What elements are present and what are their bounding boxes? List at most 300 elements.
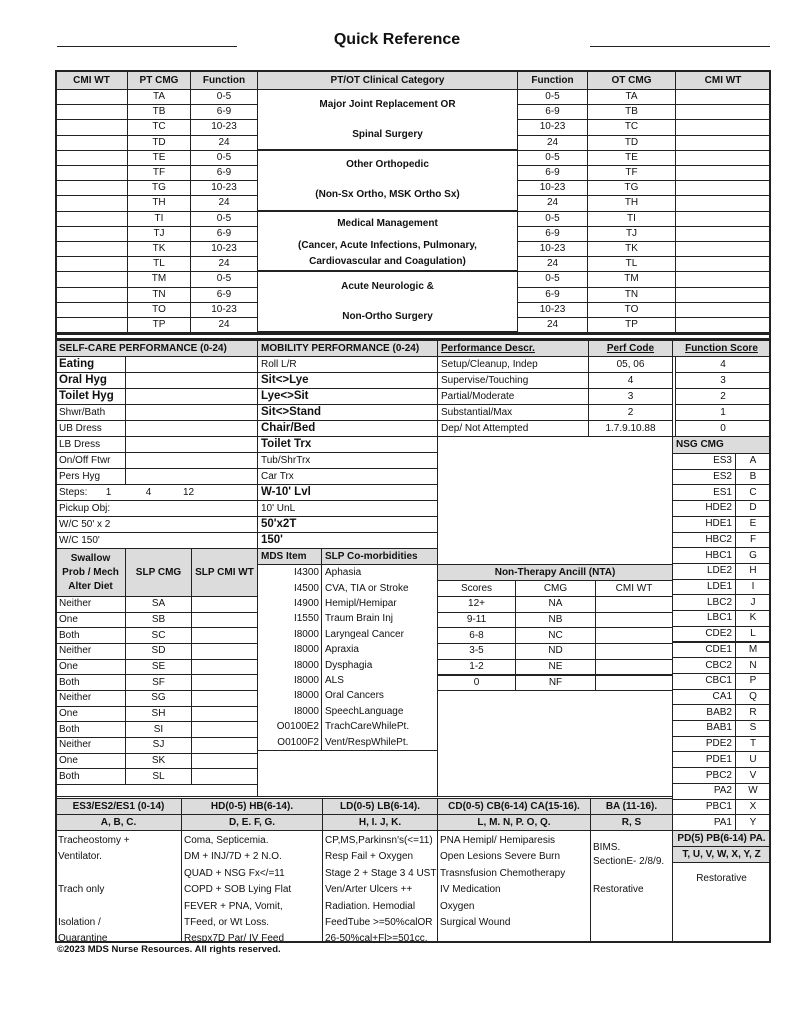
- slp-comorbidity: Hemipl/Hemipar: [321, 596, 438, 612]
- blank-area: [437, 690, 673, 797]
- ot-cmg-cell: TL: [587, 256, 676, 272]
- slp-cmg: SL: [125, 768, 192, 785]
- slp-cmg: SK: [125, 753, 192, 770]
- mds-item-header: MDS Item: [257, 548, 322, 565]
- slp-cmg: SF: [125, 674, 192, 691]
- mobility-item: 150': [257, 532, 438, 549]
- group-header: HD(0-5) HB(6-14).: [181, 798, 323, 815]
- slp-cmg: SB: [125, 612, 192, 629]
- nsg-cmg-code: ES2: [672, 469, 736, 486]
- function-cell: 6-9: [190, 226, 258, 242]
- ot-function-cell: 6-9: [517, 226, 588, 242]
- nsg-cmg-letter: T: [735, 736, 771, 753]
- selfcare-header: SELF-CARE PERFORMANCE (0-24): [55, 340, 258, 357]
- group-letters: L, M. N, P. O, Q.: [437, 814, 591, 831]
- column-header: CMI WT: [675, 71, 771, 90]
- ot-function-cell: 24: [517, 195, 588, 211]
- slp-comorbidity: SpeechLanguage: [321, 704, 438, 720]
- cmi-wt-cell: [55, 104, 128, 120]
- nsg-cmg-code: CDE2: [672, 626, 736, 643]
- slp-cmi-cell: [191, 596, 258, 613]
- group-header: LD(0-5) LB(6-14).: [322, 798, 438, 815]
- pd-header: PD(5) PB(6-14) PA.: [672, 830, 771, 847]
- nsg-cmg-code: PBC1: [672, 799, 736, 816]
- function-score: 0: [675, 420, 771, 437]
- mobility-item: Toilet Trx: [257, 436, 438, 453]
- slp-comorbidity: Vent/RespWhilePt.: [321, 734, 438, 750]
- perf-descr: Dep/ Not Attempted: [437, 420, 589, 437]
- function-cell: 0-5: [190, 211, 258, 227]
- nsg-cmg-code: CA1: [672, 689, 736, 706]
- category-label: Cardiovascular and Coagulation): [309, 256, 466, 268]
- steps-value: 1: [105, 486, 112, 498]
- column-header: CMI WT: [55, 71, 128, 90]
- slp-cmi-cell: [191, 721, 258, 738]
- ot-function-cell: 10-23: [517, 302, 588, 318]
- perf-code-header: Perf Code: [588, 340, 673, 357]
- nta-column-header: CMI WT: [595, 580, 673, 597]
- column-header: PT CMG: [127, 71, 191, 90]
- condition-text: DM + INJ/7D + 2 N.O.: [184, 851, 282, 863]
- ot-function-cell: 6-9: [517, 287, 588, 303]
- category-label: Other Orthopedic: [346, 159, 429, 171]
- perf-code: 05, 06: [588, 356, 673, 373]
- pt-cmg-cell: TP: [127, 317, 191, 333]
- blank-line-right: [590, 46, 770, 47]
- function-score-header: Function Score: [672, 340, 771, 357]
- score-cell: [125, 436, 258, 453]
- perf-code: 4: [588, 372, 673, 389]
- function-cell: 0-5: [190, 150, 258, 166]
- function-cell: 24: [190, 256, 258, 272]
- group-letters: H, I. J, K.: [322, 814, 438, 831]
- selfcare-item: Eating: [55, 356, 126, 373]
- swallow-level: Both: [55, 721, 126, 738]
- blank-area: [437, 436, 673, 565]
- slp-cmg: SG: [125, 690, 192, 707]
- condition-text: PNA Hemipl/ Hemiparesis: [440, 835, 556, 846]
- condition-text: TFeed, or Wt Loss.: [184, 917, 270, 928]
- nsg-cmg-letter: A: [735, 453, 771, 470]
- nsg-cmg-code: LBC2: [672, 594, 736, 611]
- mobility-item: 50'x2T: [257, 516, 438, 533]
- swallow-level: Both: [55, 674, 126, 691]
- blank-row: [55, 784, 258, 797]
- cmi-wt-cell: [55, 317, 128, 333]
- cmi-wt-cell: [675, 271, 771, 287]
- function-cell: 10-23: [190, 119, 258, 135]
- ot-cmg-cell: TM: [587, 271, 676, 287]
- pt-cmg-cell: TB: [127, 104, 191, 120]
- pt-cmg-cell: TE: [127, 150, 191, 166]
- ot-cmg-cell: TD: [587, 135, 676, 151]
- ot-cmg-cell: TN: [587, 287, 676, 303]
- ot-cmg-cell: TB: [587, 104, 676, 120]
- section-divider: [55, 333, 771, 335]
- slp-cmi-cell: [191, 706, 258, 723]
- slp-cmg-header: SLP CMG: [125, 548, 192, 597]
- pt-cmg-cell: TJ: [127, 226, 191, 242]
- condition-text: Tracheostomy +: [58, 835, 130, 846]
- function-cell: 24: [190, 317, 258, 333]
- swallow-header-line: Alter Diet: [68, 580, 113, 592]
- category-label: Medical Management: [337, 218, 438, 230]
- category-label: (Non-Sx Ortho, MSK Ortho Sx): [315, 189, 460, 201]
- steps-value: 12: [182, 486, 195, 498]
- mds-code: I8000: [293, 705, 319, 717]
- condition-text: FEVER + PNA, Vomit,: [184, 900, 283, 912]
- ot-function-cell: 0-5: [517, 211, 588, 227]
- nta-cmi-cell: [595, 596, 673, 613]
- cmi-wt-cell: [55, 165, 128, 181]
- slp-cmi-cell: [191, 627, 258, 644]
- slp-cmg: SD: [125, 643, 192, 660]
- group-letters: R, S: [590, 814, 673, 831]
- slp-comorbidity: Traum Brain Inj: [321, 611, 438, 627]
- nsg-cmg-letter: I: [735, 579, 771, 596]
- ot-function-cell: 10-23: [517, 241, 588, 257]
- nsg-cmg-letter: V: [735, 767, 771, 784]
- nsg-cmg-code: PDE1: [672, 751, 736, 768]
- swallow-level: Neither: [55, 596, 126, 613]
- nsg-cmg-code: CDE1: [672, 642, 736, 659]
- score-cell: [125, 356, 258, 373]
- pd-letters: T, U, V, W, X, Y, Z: [672, 846, 771, 863]
- slp-comorbidity: Apraxia: [321, 642, 438, 658]
- cmi-wt-cell: [55, 89, 128, 105]
- swallow-level: Both: [55, 768, 126, 785]
- cmi-wt-cell: [55, 150, 128, 166]
- nta-score: 12+: [437, 596, 516, 613]
- nta-cmg: NB: [515, 612, 596, 629]
- nta-cmi-cell: [595, 643, 673, 660]
- cmi-wt-cell: [675, 104, 771, 120]
- swallow-level: One: [55, 753, 126, 770]
- function-cell: 24: [190, 135, 258, 151]
- perf-descr: Setup/Cleanup, Indep: [437, 356, 589, 373]
- cmi-wt-cell: [675, 119, 771, 135]
- mds-code: I4500: [293, 582, 319, 594]
- nsg-cmg-code: ES3: [672, 453, 736, 470]
- mds-code: I8000: [293, 674, 319, 686]
- cmi-wt-cell: [55, 180, 128, 196]
- nsg-cmg-code: ES1: [672, 484, 736, 501]
- group-header: BA (11-16).: [590, 798, 673, 815]
- cmi-wt-cell: [55, 271, 128, 287]
- nsg-cmg-code: LDE2: [672, 563, 736, 580]
- selfcare-item: Toilet Hyg: [55, 388, 126, 405]
- nsg-cmg-letter: R: [735, 704, 771, 721]
- perf-code: 3: [588, 388, 673, 405]
- pt-cmg-cell: TH: [127, 195, 191, 211]
- condition-text: Stage 2 + Stage 3 4 UST: [325, 867, 437, 879]
- ot-cmg-cell: TP: [587, 317, 676, 333]
- function-score: 4: [675, 356, 771, 373]
- function-cell: 0-5: [190, 89, 258, 105]
- nsg-cmg-letter: M: [735, 642, 771, 659]
- swallow-header-line: Prob / Mech: [62, 566, 119, 578]
- ot-function-cell: 10-23: [517, 119, 588, 135]
- function-cell: 6-9: [190, 165, 258, 181]
- nsg-cmg-code: BAB1: [672, 720, 736, 737]
- mds-code: I4300: [293, 567, 319, 579]
- pt-cmg-cell: TO: [127, 302, 191, 318]
- steps-row: Steps:: [55, 484, 258, 501]
- ot-cmg-cell: TC: [587, 119, 676, 135]
- condition-text: Ventilator.: [58, 851, 102, 863]
- condition-text: Oxygen: [440, 900, 475, 912]
- mds-code: I8000: [293, 628, 319, 640]
- mobility-item: Car Trx: [257, 468, 438, 485]
- condition-text: Restorative: [593, 884, 644, 895]
- nta-column-header: CMG: [515, 580, 596, 597]
- mobility-item: Sit<>Lye: [257, 372, 438, 389]
- mobility-item: Lye<>Sit: [257, 388, 438, 405]
- nsg-cmg-letter: X: [735, 799, 771, 816]
- swallow-level: Both: [55, 627, 126, 644]
- category-label: (Cancer, Acute Infections, Pulmonary,: [298, 240, 477, 252]
- slp-comorbidity: Aphasia: [321, 565, 438, 581]
- mobility-item: 10' UnL: [257, 500, 438, 517]
- condition-text: Quarantine: [58, 933, 108, 945]
- nta-score: 9-11: [437, 612, 516, 629]
- score-cell: [125, 372, 258, 389]
- column-header: PT/OT Clinical Category: [257, 71, 518, 90]
- nsg-cmg-code: CBC1: [672, 673, 736, 690]
- nsg-cmg-code: HDE2: [672, 500, 736, 517]
- category-label: Spinal Surgery: [352, 128, 423, 140]
- nta-cmg: NA: [515, 596, 596, 613]
- function-score: 3: [675, 372, 771, 389]
- nsg-cmg-letter: Q: [735, 689, 771, 706]
- group-letters: D, E. F, G.: [181, 814, 323, 831]
- nta-score: 1-2: [437, 659, 516, 676]
- ot-cmg-cell: TI: [587, 211, 676, 227]
- cmi-wt-cell: [55, 226, 128, 242]
- slp-cmg: SC: [125, 627, 192, 644]
- function-cell: 10-23: [190, 180, 258, 196]
- mds-code: I8000: [293, 644, 319, 656]
- cmi-wt-cell: [55, 119, 128, 135]
- slp-comorbidities-header: SLP Co-morbidities: [321, 548, 438, 565]
- selfcare-item: W/C 150': [55, 532, 258, 549]
- cmi-wt-cell: [55, 256, 128, 272]
- nsg-cmg-letter: G: [735, 547, 771, 564]
- swallow-level: Neither: [55, 643, 126, 660]
- ot-function-cell: 24: [517, 256, 588, 272]
- selfcare-item: Oral Hyg: [55, 372, 126, 389]
- ot-cmg-cell: TH: [587, 195, 676, 211]
- cmi-wt-cell: [55, 135, 128, 151]
- nsg-cmg-code: LBC1: [672, 610, 736, 627]
- column-header: Function: [517, 71, 588, 90]
- function-cell: 10-23: [190, 241, 258, 257]
- ot-function-cell: 10-23: [517, 180, 588, 196]
- column-header: Function: [190, 71, 258, 90]
- cmi-wt-cell: [675, 302, 771, 318]
- nsg-cmg-code: PA1: [672, 814, 736, 831]
- swallow-level: One: [55, 706, 126, 723]
- ot-function-cell: 24: [517, 135, 588, 151]
- group-letters: A, B, C.: [55, 814, 182, 831]
- swallow-level: Neither: [55, 737, 126, 754]
- slp-cmi-cell: [191, 659, 258, 676]
- selfcare-item: Shwr/Bath: [55, 404, 126, 421]
- nta-cmg: NE: [515, 659, 596, 676]
- swallow-level: Neither: [55, 690, 126, 707]
- ot-cmg-cell: TO: [587, 302, 676, 318]
- cmi-wt-cell: [675, 226, 771, 242]
- selfcare-item: LB Dress: [55, 436, 126, 453]
- cmi-wt-cell: [675, 150, 771, 166]
- nta-score: 6-8: [437, 627, 516, 644]
- nsg-cmg-code: CBC2: [672, 657, 736, 674]
- condition-text: Surgical Wound: [440, 917, 511, 928]
- pt-cmg-cell: TI: [127, 211, 191, 227]
- nta-column-header: Scores: [437, 580, 516, 597]
- slp-cmg: SE: [125, 659, 192, 676]
- mds-code: I8000: [293, 659, 319, 671]
- perf-descr: Partial/Moderate: [437, 388, 589, 405]
- function-cell: 6-9: [190, 287, 258, 303]
- perf-descr: Substantial/Max: [437, 404, 589, 421]
- cmi-wt-cell: [675, 241, 771, 257]
- ot-function-cell: 6-9: [517, 104, 588, 120]
- nsg-cmg-code: PDE2: [672, 736, 736, 753]
- nta-header: Non-Therapy Ancill (NTA): [437, 564, 673, 581]
- ot-function-cell: 0-5: [517, 89, 588, 105]
- nta-cmg: NF: [515, 675, 596, 692]
- score-cell: [125, 404, 258, 421]
- mobility-item: Sit<>Stand: [257, 404, 438, 421]
- category-label: Non-Ortho Surgery: [342, 310, 433, 322]
- function-score: 1: [675, 404, 771, 421]
- section-divider: [55, 338, 771, 340]
- cmi-wt-cell: [55, 241, 128, 257]
- function-cell: 24: [190, 195, 258, 211]
- cmi-wt-cell: [55, 302, 128, 318]
- condition-text: Trach only: [58, 884, 105, 896]
- ot-cmg-cell: TK: [587, 241, 676, 257]
- pt-cmg-cell: TD: [127, 135, 191, 151]
- slp-cmi-cell: [191, 612, 258, 629]
- perf-descr-header: Performance Descr.: [437, 340, 589, 357]
- condition-text: CP,MS,Parkinsn's(<=11): [325, 835, 433, 846]
- steps-value: 4: [145, 486, 152, 498]
- ot-cmg-cell: TJ: [587, 226, 676, 242]
- slp-comorbidity: TrachCareWhilePt.: [321, 719, 438, 735]
- condition-text: Trasnsfusion Chemotherapy: [440, 867, 566, 879]
- pt-cmg-cell: TC: [127, 119, 191, 135]
- nsg-cmg-code: BAB2: [672, 704, 736, 721]
- slp-cmg: SA: [125, 596, 192, 613]
- slp-comorbidity: CVA, TIA or Stroke: [321, 580, 438, 596]
- pt-cmg-cell: TK: [127, 241, 191, 257]
- swallow-level: One: [55, 612, 126, 629]
- mds-code: O0100E2: [276, 721, 319, 733]
- ot-cmg-cell: TF: [587, 165, 676, 181]
- perf-descr: Supervise/Touching: [437, 372, 589, 389]
- selfcare-item: UB Dress: [55, 420, 126, 437]
- nta-cmi-cell: [595, 627, 673, 644]
- cmi-wt-cell: [675, 180, 771, 196]
- nsg-cmg-letter: P: [735, 673, 771, 690]
- cmi-wt-cell: [675, 317, 771, 333]
- nta-cmi-cell: [595, 612, 673, 629]
- nsg-cmg-letter: B: [735, 469, 771, 486]
- ot-cmg-cell: TA: [587, 89, 676, 105]
- nsg-cmg-letter: K: [735, 610, 771, 627]
- blank-area: [257, 750, 438, 797]
- cmi-wt-cell: [675, 89, 771, 105]
- score-cell: [125, 452, 258, 469]
- cmi-wt-cell: [675, 211, 771, 227]
- slp-cmg: SJ: [125, 737, 192, 754]
- nsg-cmg-letter: D: [735, 500, 771, 517]
- score-cell: [125, 468, 258, 485]
- ot-function-cell: 0-5: [517, 271, 588, 287]
- selfcare-item: W/C 50' x 2: [55, 516, 258, 533]
- condition-text: Isolation /: [58, 917, 101, 928]
- nsg-cmg-code: LDE1: [672, 579, 736, 596]
- condition-text: IV Medication: [440, 884, 501, 896]
- group-header: CD(0-5) CB(6-14) CA(15-16).: [437, 798, 591, 815]
- ot-function-cell: 24: [517, 317, 588, 333]
- nsg-cmg-letter: Y: [735, 814, 771, 831]
- selfcare-item: On/Off Ftwr: [55, 452, 126, 469]
- condition-text: Coma, Septicemia.: [184, 835, 269, 846]
- category-label: Major Joint Replacement OR: [319, 98, 456, 110]
- nta-cmg: NC: [515, 627, 596, 644]
- pt-cmg-cell: TL: [127, 256, 191, 272]
- condition-text: SectionE- 2/8/9.: [593, 856, 665, 867]
- cmi-wt-cell: [55, 287, 128, 303]
- function-score: 2: [675, 388, 771, 405]
- perf-code: 1.7.9.10.88: [588, 420, 673, 437]
- nta-score: 3-5: [437, 643, 516, 660]
- cmi-wt-cell: [675, 287, 771, 303]
- mobility-item: Roll L/R: [257, 356, 438, 373]
- ot-function-cell: 0-5: [517, 150, 588, 166]
- slp-cmi-cell: [191, 674, 258, 691]
- nsg-cmg-letter: C: [735, 484, 771, 501]
- group-header: ES3/ES2/ES1 (0-14): [55, 798, 182, 815]
- nsg-cmg-letter: S: [735, 720, 771, 737]
- pd-note: Restorative: [696, 872, 747, 884]
- nsg-cmg-letter: E: [735, 516, 771, 533]
- nta-cmi-cell: [595, 659, 673, 676]
- nsg-cmg-header: NSG CMG: [672, 436, 771, 454]
- score-cell: [125, 420, 258, 437]
- cmi-wt-cell: [675, 165, 771, 181]
- slp-cmi-cell: [191, 643, 258, 660]
- slp-comorbidity: Oral Cancers: [321, 688, 438, 704]
- condition-text: Ven/Arter Ulcers ++: [325, 884, 413, 896]
- mobility-header: MOBILITY PERFORMANCE (0-24): [257, 340, 438, 357]
- nta-score: 0: [437, 675, 516, 692]
- ot-cmg-cell: TE: [587, 150, 676, 166]
- ot-cmg-cell: TG: [587, 180, 676, 196]
- cmi-wt-cell: [55, 211, 128, 227]
- nsg-cmg-code: PA2: [672, 783, 736, 800]
- condition-text: COPD + SOB Lying Flat: [184, 884, 292, 896]
- nsg-cmg-letter: H: [735, 563, 771, 580]
- cmi-wt-cell: [55, 195, 128, 211]
- slp-cmi-cell: [191, 737, 258, 754]
- swallow-header: [55, 548, 126, 597]
- swallow-level: One: [55, 659, 126, 676]
- condition-text: 26-50%cal+Fl>=501cc.: [325, 933, 428, 945]
